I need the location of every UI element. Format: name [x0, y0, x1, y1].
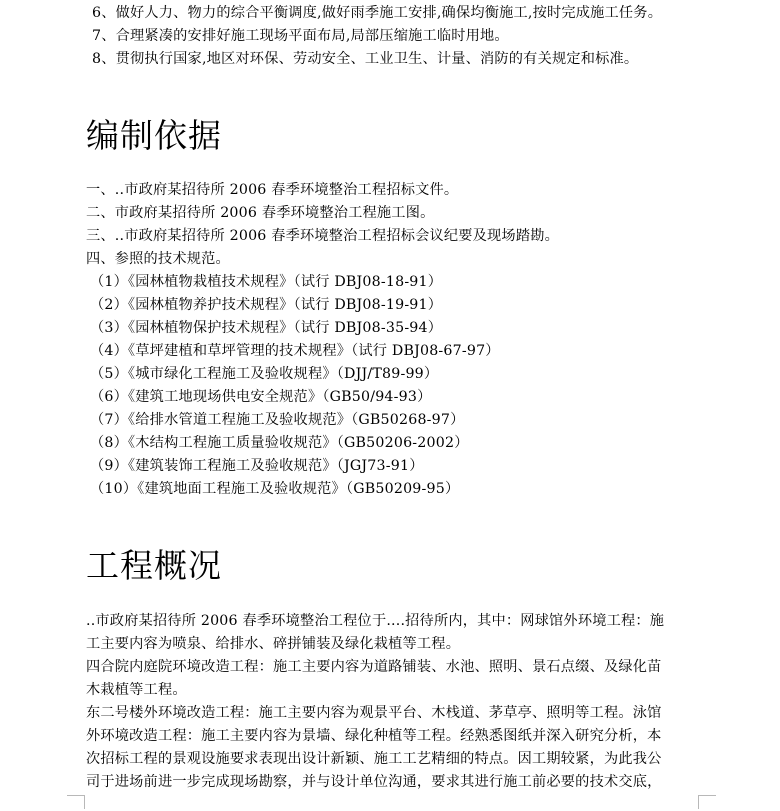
top-list-item-6: 6、做好人力、物力的综合平衡调度,做好雨季施工安排,确保均衡施工,按时完成施工任务。 [92, 5, 663, 21]
margin-corner-mark-right [698, 795, 717, 809]
margin-corner-mark-left [66, 795, 85, 809]
standard-item-3: （3）《园林植物保护技术规程》（试行 DBJ08-35-94） [90, 320, 443, 336]
basis-item-4: 四、参照的技术规范。 [86, 251, 230, 267]
overview-line-1: ..市政府某招待所 2006 春季环境整治工程位于....招待所内，其中：网球馆外环境工程：施 [86, 613, 665, 629]
standard-item-1: （1）《园林植物栽植技术规程》（试行 DBJ08-18-91） [90, 274, 443, 290]
standard-item-5: （5）《城市绿化工程施工及验收规程》（DJJ/T89-99） [90, 366, 439, 382]
standard-item-4: （4）《草坪建植和草坪管理的技术规程》（试行 DBJ08-67-97） [90, 343, 500, 359]
overview-line-3: 四合院内庭院环境改造工程：施工主要内容为道路铺装、水池、照明、景石点缀、及绿化苗 [86, 659, 662, 675]
standard-item-8: （8）《木结构工程施工质量验收规范》（GB50206-2002） [90, 435, 469, 451]
standard-item-6: （6）《建筑工地现场供电安全规范》（GB50/94-93） [90, 389, 432, 405]
basis-item-2: 二、市政府某招待所 2006 春季环境整治工程施工图。 [86, 205, 435, 221]
top-list-item-8: 8、贯彻执行国家,地区对环保、劳动安全、工业卫生、计量、消防的有关规定和标准。 [92, 51, 639, 67]
overview-line-2: 工主要内容为喷泉、给排水、碎拼铺装及绿化栽植等工程。 [86, 636, 461, 652]
basis-item-3: 三、..市政府某招待所 2006 春季环境整治工程招标会议纪要及现场踏勘。 [86, 228, 559, 244]
overview-line-4: 木栽植等工程。 [86, 682, 187, 698]
section-heading-overview: 工程概况 [86, 546, 222, 585]
standard-item-10: （10）《建筑地面工程施工及验收规范》（GB50209-95） [90, 481, 460, 497]
top-list-item-7: 7、合理紧凑的安排好施工现场平面布局,局部压缩施工临时用地。 [92, 28, 509, 44]
section-heading-basis: 编制依据 [86, 116, 222, 155]
standard-item-2: （2）《园林植物养护技术规程》（试行 DBJ08-19-91） [90, 297, 443, 313]
basis-item-1: 一、..市政府某招待所 2006 春季环境整治工程招标文件。 [86, 182, 459, 198]
overview-line-8: 司于进场前进一步完成现场勘察，并与设计单位沟通，要求其进行施工前必要的技术交底， [86, 774, 662, 790]
overview-line-5: 东二号楼外环境改造工程：施工主要内容为观景平台、木栈道、茅草亭、照明等工程。泳馆 [86, 705, 662, 721]
standard-item-9: （9）《建筑装饰工程施工及验收规范》（JGJ73-91） [90, 458, 424, 474]
standard-item-7: （7）《给排水管道工程施工及验收规范》（GB50268-97） [90, 412, 465, 428]
overview-line-7: 次招标工程的景观设施要求表现出设计新颖、施工工艺精细的特点。因工期较紧，为此我公 [86, 751, 662, 767]
overview-line-6: 外环境改造工程：施工主要内容为景墙、绿化种植等工程。经熟悉图纸并深入研究分析，本 [86, 728, 662, 744]
